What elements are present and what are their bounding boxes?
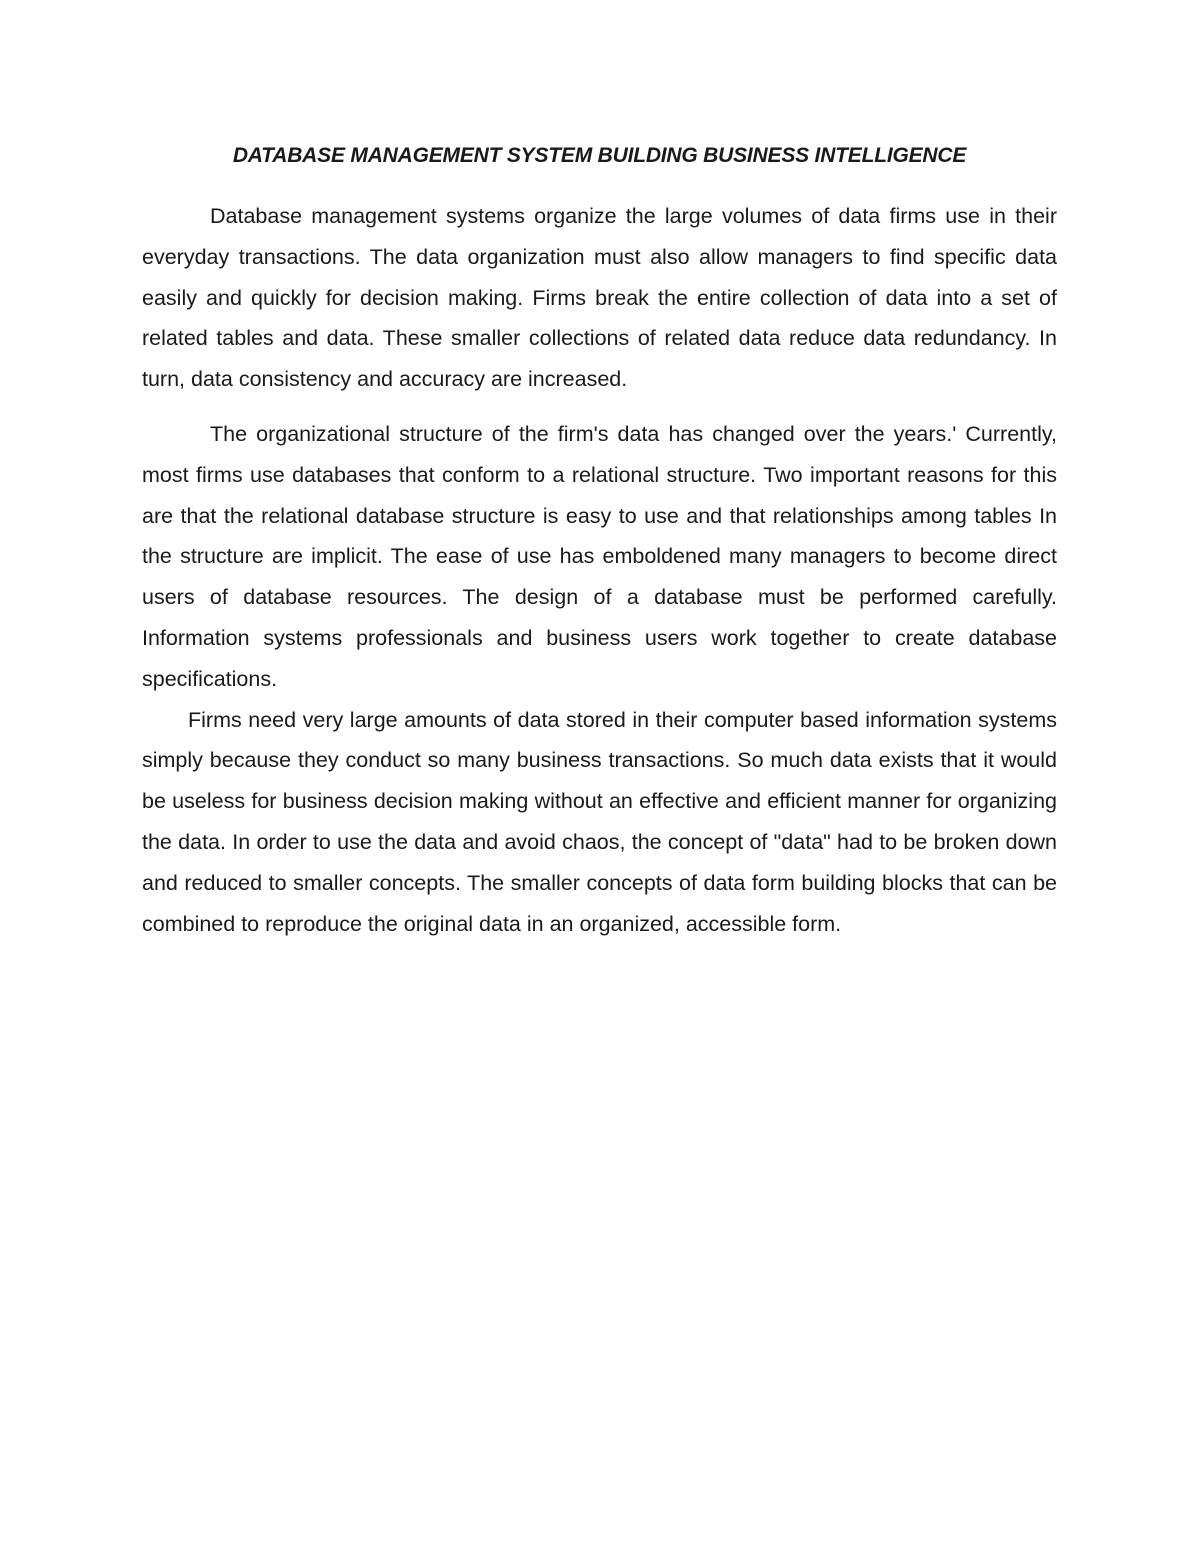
- paragraph-1: Database management systems organize the large volumes of data firms use in their everyday transactions. The data organization must also allow managers to find specific data easily and quickly for decision making. Firms break the entire collection of data into a set of related tables and data. These smaller collections of related data reduce data redundancy. In turn, data consistency and accuracy are increased.: [142, 204, 1057, 392]
- paragraph-3: Firms need very large amounts of data stored in their computer based information systems simply because they conduct so many business transactions. So much data exists that it would be useless for business decision making without an effective and efficient manner for organizing the data. In order to use the data and avoid chaos, the concept of "data" had to be broken down and reduced to smaller concepts. The smaller concepts of data form building blocks that can be combined to reproduce the original data in an organized, accessible form.: [142, 707, 1057, 936]
- paragraph-2: The organizational structure of the firm's data has changed over the years.' Currently, most firms use databases that conform to a relational structure. Two important reasons for this are that the relational database structure is easy to use and that relationships among tables In the structure are implicit. The ease of use has emboldened many managers to become direct users of database resources. The design of a database must be performed carefully. Information systems professionals and business users work together to create database specifications.: [142, 421, 1057, 691]
- document-title: DATABASE MANAGEMENT SYSTEM BUILDING BUSINESS INTELLIGENCE: [232, 144, 967, 167]
- document-body: [142, 140, 1057, 944]
